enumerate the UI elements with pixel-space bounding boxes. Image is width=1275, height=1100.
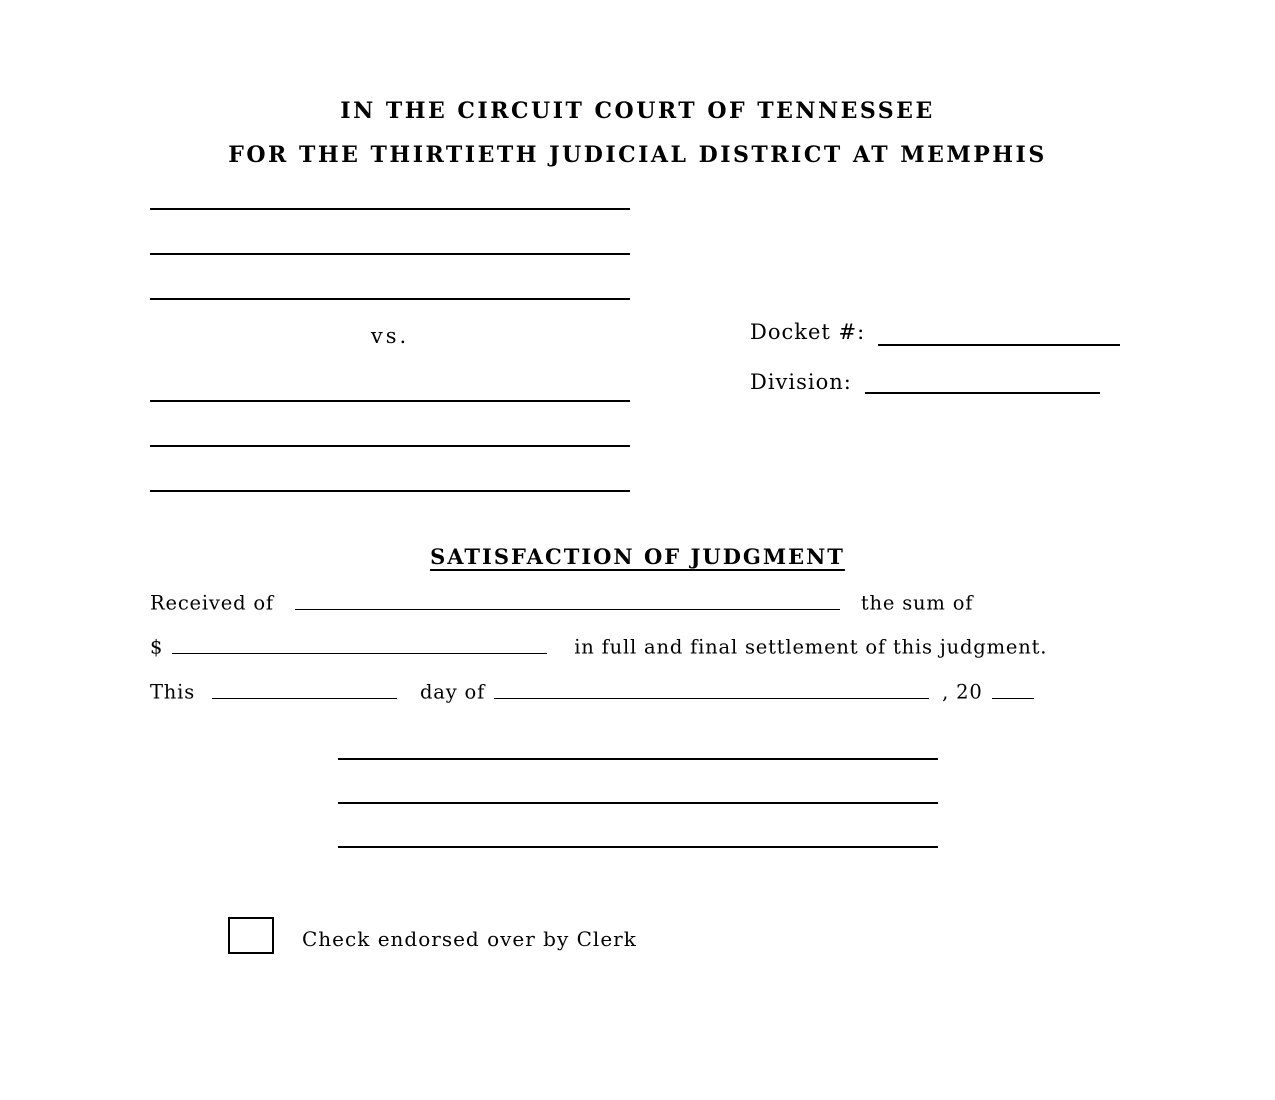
received-from-line[interactable] [295, 591, 840, 610]
day-line[interactable] [212, 680, 397, 699]
plaintiff-name-line-2[interactable] [150, 253, 630, 255]
amount-line[interactable] [172, 635, 547, 654]
court-heading-line-1: IN THE CIRCUIT COURT OF TENNESSEE [340, 98, 935, 124]
document-title-text: SATISFACTION OF JUDGMENT [430, 544, 845, 569]
division-label: Division: [750, 370, 852, 394]
check-endorsed-checkbox[interactable] [228, 917, 274, 954]
this-label: This [150, 680, 196, 704]
document-title [0, 544, 1275, 569]
plaintiff-name-line-1[interactable] [150, 208, 630, 210]
dollar-sign-label: $ [150, 635, 164, 659]
month-line[interactable] [494, 680, 929, 699]
check-endorsed-label: Check endorsed over by Clerk [302, 927, 637, 951]
defendant-name-line-3[interactable] [150, 490, 630, 492]
day-of-label: day of [420, 680, 486, 704]
division-line[interactable] [865, 392, 1100, 394]
date-row [150, 680, 1034, 704]
court-heading-line-2: FOR THE THIRTIETH JUDICIAL DISTRICT AT MEMPHIS [228, 142, 1047, 168]
plaintiff-name-line-3[interactable] [150, 298, 630, 300]
year-line[interactable] [992, 680, 1034, 699]
signature-line-2[interactable] [338, 802, 938, 804]
the-sum-of-label: the sum of [860, 591, 974, 615]
vs-label: vs. [370, 324, 410, 348]
settlement-label: in full and final settlement of this judgment. [574, 635, 1048, 659]
signature-line-3[interactable] [338, 846, 938, 848]
docket-number-line[interactable] [878, 344, 1120, 346]
received-of-label: Received of [150, 591, 274, 615]
year-prefix-label: , 20 [942, 680, 983, 704]
amount-row [150, 635, 1047, 659]
defendant-name-line-2[interactable] [150, 445, 630, 447]
signature-line-1[interactable] [338, 758, 938, 760]
docket-label: Docket #: [750, 320, 866, 344]
defendant-name-line-1[interactable] [150, 400, 630, 402]
received-of-row [150, 591, 973, 615]
